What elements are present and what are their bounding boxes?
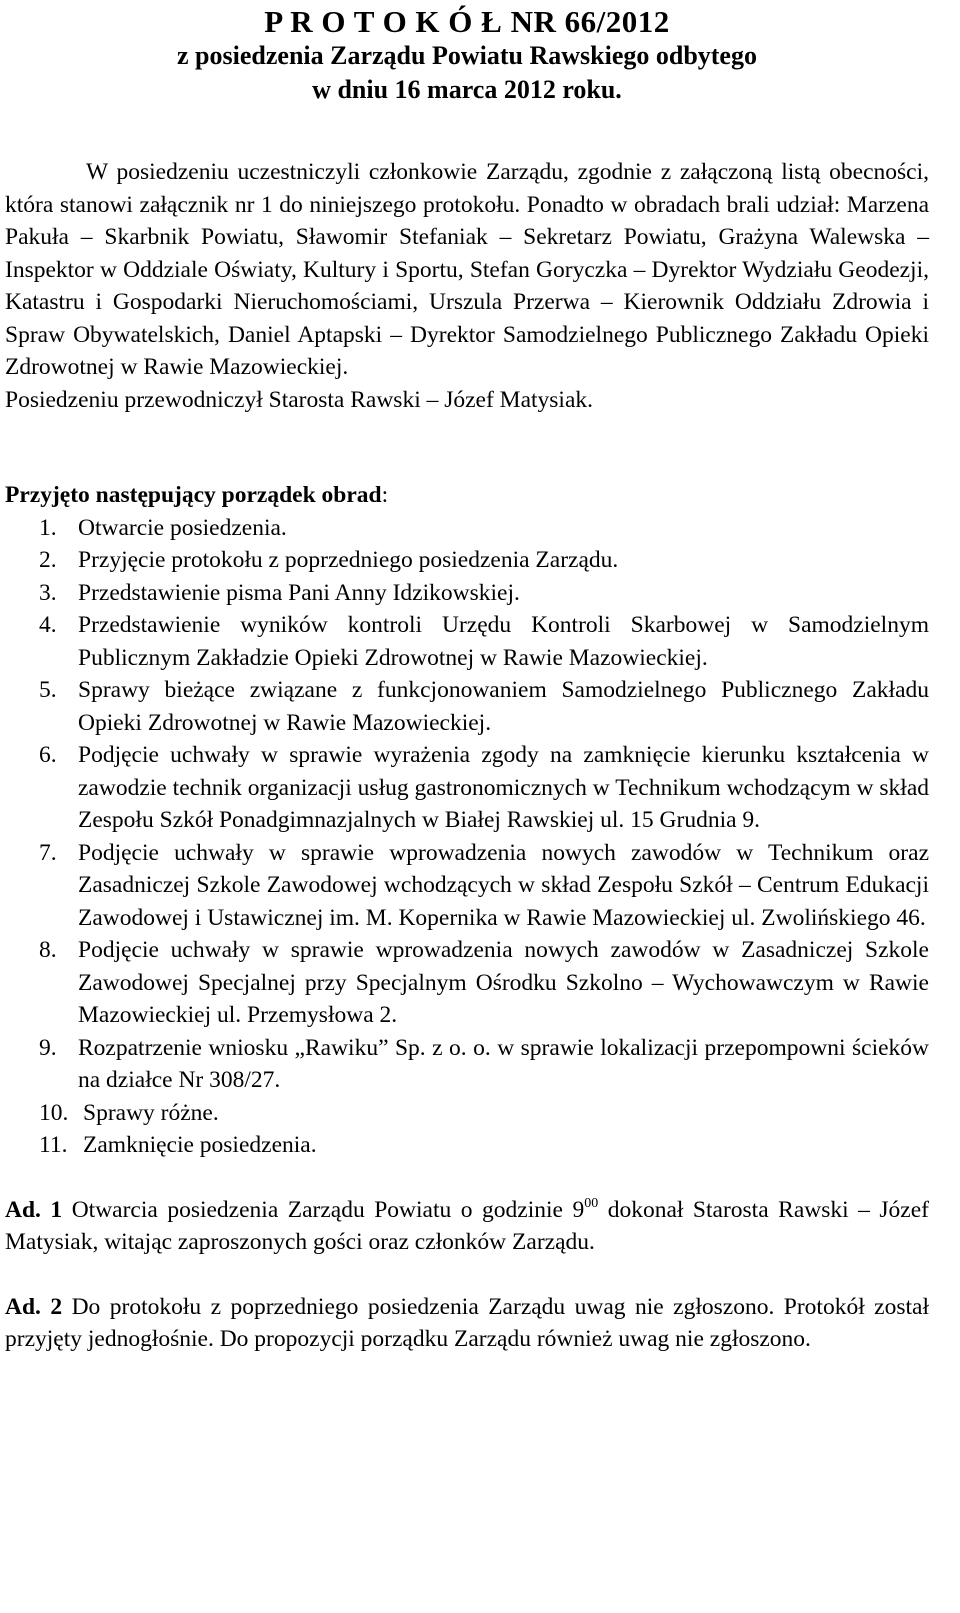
ad2-paragraph xyxy=(5,1291,929,1356)
ad2-label: Ad. 2 xyxy=(5,1293,63,1320)
agenda-item-text: Rozpatrzenie wniosku „Rawiku” Sp. z o. o. w sprawie lokalizacji przepompowni ścieków na działce Nr 308/27. xyxy=(78,1034,929,1093)
agenda-heading-text: Przyjęto następujący porządek obrad xyxy=(5,482,382,508)
agenda-item-number: 2. xyxy=(39,547,57,573)
ad1-label: Ad. 1 xyxy=(5,1196,63,1223)
agenda-item-text: Przedstawienie pisma Pani Anny Idzikowskiej. xyxy=(78,579,520,606)
agenda-item-text: Podjęcie uchwały w sprawie wyrażenia zgody na zamknięcie kierunku kształcenia w zawodzie technik organizacji usług gastronomicznych w Technikum wchodzącym w skład Zespołu Szkół Ponadgimnazjalnych w Białej Rawskiej ul. 15 Grudnia 9. xyxy=(78,742,929,833)
protocol-title: P R O T O K Ó Ł NR 66/2012 xyxy=(264,4,670,39)
agenda-item-text: Sprawy różne. xyxy=(83,1099,219,1126)
agenda-item-text: Podjęcie uchwały w sprawie wprowadzenia nowych zawodów w Zasadniczej Szkole Zawodowej Specjalnej przy Specjalnym Ośrodku Szkolno – Wychowawczym w Rawie Mazowieckiej ul. Przemysłowa 2. xyxy=(78,937,929,1028)
agenda-item xyxy=(5,934,929,1032)
ad1-time-minutes: 00 xyxy=(584,1195,599,1211)
agenda-item xyxy=(5,837,929,935)
document-page xyxy=(5,4,929,1356)
agenda-item-number: 7. xyxy=(39,839,57,866)
ad1-text-after: dokonał Starosta Rawski – Józef Matysiak, witając zaproszonych gości oraz członków Zarządu. xyxy=(5,1196,929,1255)
agenda-item-number: 11. xyxy=(39,1132,68,1158)
agenda-item-number: 6. xyxy=(39,742,57,768)
protocol-subtitle-line2: w dniu 16 marca 2012 roku. xyxy=(312,75,622,104)
chair-paragraph: Posiedzeniu przewodniczył Starosta Rawski – Józef Matysiak. xyxy=(5,386,594,413)
agenda-heading-colon: : xyxy=(381,482,389,508)
agenda-item xyxy=(5,544,929,577)
ad2-text: Do protokołu z poprzedniego posiedzenia Zarządu uwag nie zgłoszono. Protokół został przyjęty jednogłośnie. Do propozycji porządku Zarządu również uwag nie zgłoszono. xyxy=(5,1293,929,1352)
document-header xyxy=(5,4,929,107)
attendance-paragraph: W posiedzeniu uczestniczyli członkowie Zarządu, zgodnie z załączoną listą obecności, która stanowi załącznik nr 1 do niniejszego protokołu. Ponadto w obradach brali udział: Marzena Pakuła – Skarbnik Powiatu, Sławomir Stefaniak – Sekretarz Powiatu, Grażyna Walewska – Inspektor w Oddziale Oświaty, Kultury i Sportu, Stefan Goryczka – Dyrektor Wydziału Geodezji, Katastru i Gospodarki Nieruchomościami, Urszula Przerwa – Kierownik Oddziału Zdrowia i Spraw Obywatelskich, Daniel Aptapski – Dyrektor Samodzielnego Publicznego Zakładu Opieki Zdrowotnej w Rawie Mazowieckiej. xyxy=(5,159,929,380)
agenda-item xyxy=(5,674,929,739)
agenda-item xyxy=(5,1129,929,1162)
agenda-item xyxy=(5,609,929,674)
agenda-item-number: 5. xyxy=(39,677,57,703)
agenda-list xyxy=(5,512,929,1162)
agenda-item-text: Zamknięcie posiedzenia. xyxy=(83,1132,317,1158)
agenda-heading xyxy=(5,479,929,512)
agenda-item-number: 10. xyxy=(39,1099,69,1126)
agenda-item xyxy=(5,739,929,837)
ad1-paragraph xyxy=(5,1194,929,1259)
agenda-item-number: 9. xyxy=(39,1034,57,1061)
agenda-item-text: Otwarcie posiedzenia. xyxy=(78,514,287,541)
protocol-subtitle-line1: z posiedzenia Zarządu Powiatu Rawskiego odbytego xyxy=(177,41,757,70)
agenda-item-text: Przyjęcie protokołu z poprzedniego posiedzenia Zarządu. xyxy=(78,547,619,573)
agenda-item xyxy=(5,1097,929,1130)
agenda-item-text: Sprawy bieżące związane z funkcjonowaniem Samodzielnego Publicznego Zakładu Opieki Zdrowotnej w Rawie Mazowieckiej. xyxy=(78,677,929,736)
agenda-item-number: 4. xyxy=(39,612,57,638)
agenda-item-number: 3. xyxy=(39,579,57,606)
agenda-item xyxy=(5,512,929,545)
agenda-item-number: 8. xyxy=(39,937,57,963)
agenda-item xyxy=(5,1032,929,1097)
agenda-item xyxy=(5,577,929,610)
ad1-text-before: Otwarcia posiedzenia Zarządu Powiatu o godzinie 9 xyxy=(62,1196,585,1223)
agenda-item-text: Przedstawienie wyników kontroli Urzędu Kontroli Skarbowej w Samodzielnym Publicznym Zakładzie Opieki Zdrowotnej w Rawie Mazowieckiej. xyxy=(78,612,929,671)
agenda-item-text: Podjęcie uchwały w sprawie wprowadzenia nowych zawodów w Technikum oraz Zasadniczej Szkole Zawodowej wchodzących w skład Zespołu Szkół – Centrum Edukacji Zawodowej i Ustawicznej im. M. Kopernika w Rawie Mazowieckiej ul. Zwolińskiego 46. xyxy=(78,839,929,931)
agenda-item-number: 1. xyxy=(39,514,57,541)
